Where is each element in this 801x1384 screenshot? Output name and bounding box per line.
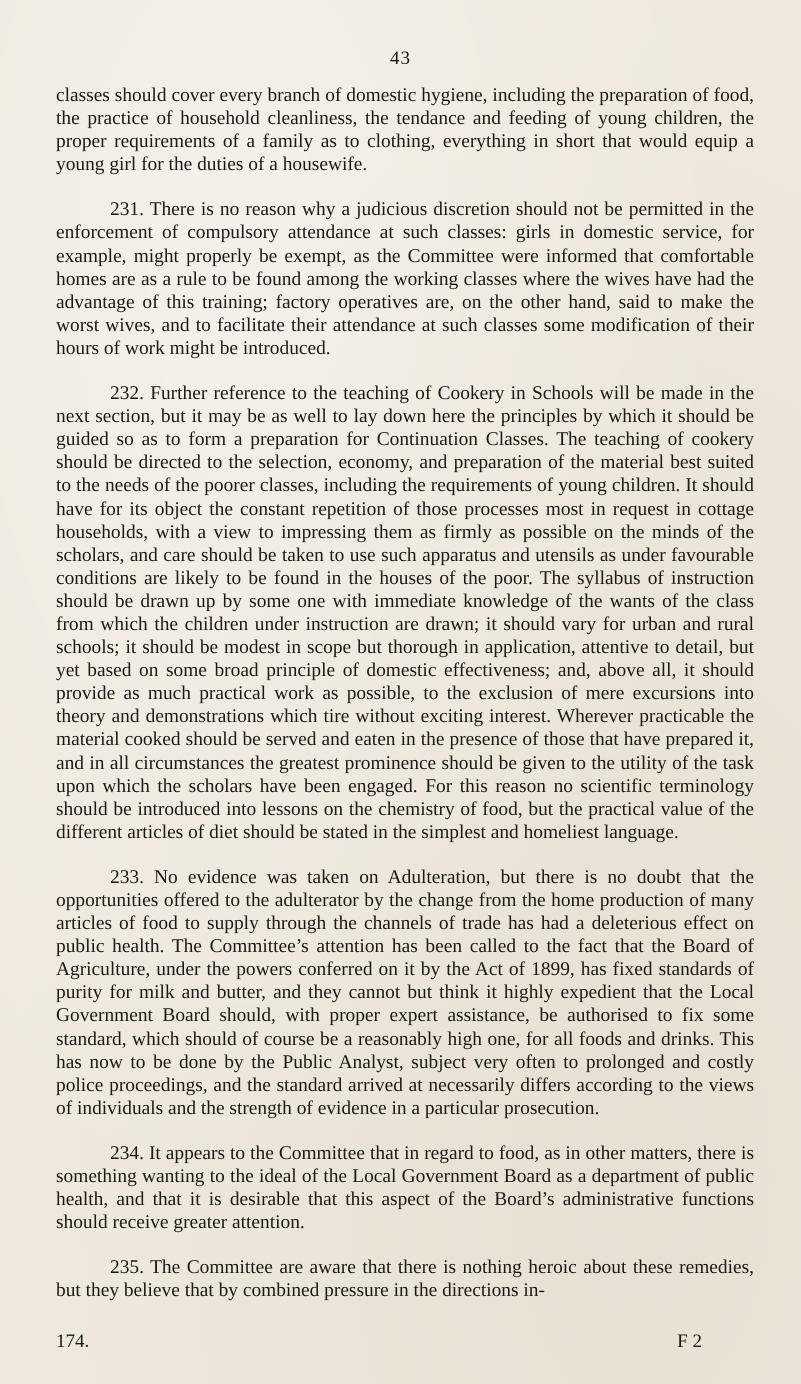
paragraph-231: 231. There is no reason why a judicious discretion should not be permitted in the enforcement of compulsory attendance at such classes: girls in domestic service, for example, might properly be exempt, as the Committee were informed that comfortable homes are as a rule to be found among the working classes where the wives have had the advantage of this training; factory operatives are, on the other hand, said to make the worst wives, and to facilitate their attendance at such classes some modification of their hours of work might be introduced. <box>56 199 754 359</box>
page-number: 43 <box>390 48 411 69</box>
paragraph-continuation: classes should cover every branch of domestic hygiene, including the preparation of food, the practice of household cleanliness, the tendance and feeding of young children, the proper requirements of a family as to clothing, everything in short that would equip a young girl for the duties of a housewife. <box>56 85 754 176</box>
footer-signature-mark: F 2 <box>677 1331 702 1352</box>
paragraph-233: 233. No evidence was taken on Adulteration, but there is no doubt that the opportunities offered to the adulterator by the change from the home production of many articles of food to supply through the channels of trade has had a deleterious effect on public health. The Committee’s attention has been called to the fact that the Board of Agriculture, under the powers conferred on it by the Act of 1899, has fixed standards of purity for milk and butter, and they cannot but think it highly expedient that the Local Government Board should, with proper expert assistance, be authorised to fix some standard, which should of course be a reasonably high one, for all foods and drinks. This has now to be done by the Public Analyst, subject very often to prolonged and costly police proceedings, and the standard arrived at necessarily differs according to the views of individuals and the strength of evidence in a particular prosecution. <box>56 866 754 1119</box>
paragraph-232: 232. Further reference to the teaching of Cookery in Schools will be made in the next section, but it may be as well to lay down here the principles by which it should be guided so as to form a preparation for Continuation Classes. The teaching of cookery should be directed to the selection, economy, and preparation of the material best suited to the needs of the poorer classes, including the requirements of young children. It should have for its object the constant repetition of those processes most in request in cottage households, with a view to impressing them as firmly as possible on the minds of the scholars, and care should be taken to use such apparatus and utensils as under favourable conditions are likely to be found in the houses of the poor. The syllabus of instruction should be drawn up by some one with immediate knowledge of the wants of the class from which the children under instruction are drawn; it should vary for urban and rural schools; it should be modest in scope but thorough in application, attentive to detail, but yet based on some broad principle of domestic effectiveness; and, above all, it should provide as much practical work as possible, to the exclusion of mere excursions into theory and demonstrations which tire without exciting interest. Wherever practicable the material cooked should be served and eaten in the presence of those that have prepared it, and in all circumstances the greatest prominence should be given to the utility of the task upon which the scholars have been engaged. For this reason no scientific terminology should be introduced into lessons on the chemistry of food, but the practical value of the different articles of diet should be stated in the simplest and homeliest language. <box>56 383 754 843</box>
paragraph-234: 234. It appears to the Committee that in regard to food, as in other matters, there is something wanting to the ideal of the Local Government Board as a department of public health, and that it is desirable that this aspect of the Board’s administrative functions should receive greater attention. <box>56 1142 754 1234</box>
body-text <box>56 84 754 1303</box>
paragraph-235: 235. The Committee are aware that there is nothing heroic about these remedies, but they believe that by combined pressure in the directions in- <box>56 1257 754 1302</box>
footer-print-number: 174. <box>56 1331 90 1352</box>
